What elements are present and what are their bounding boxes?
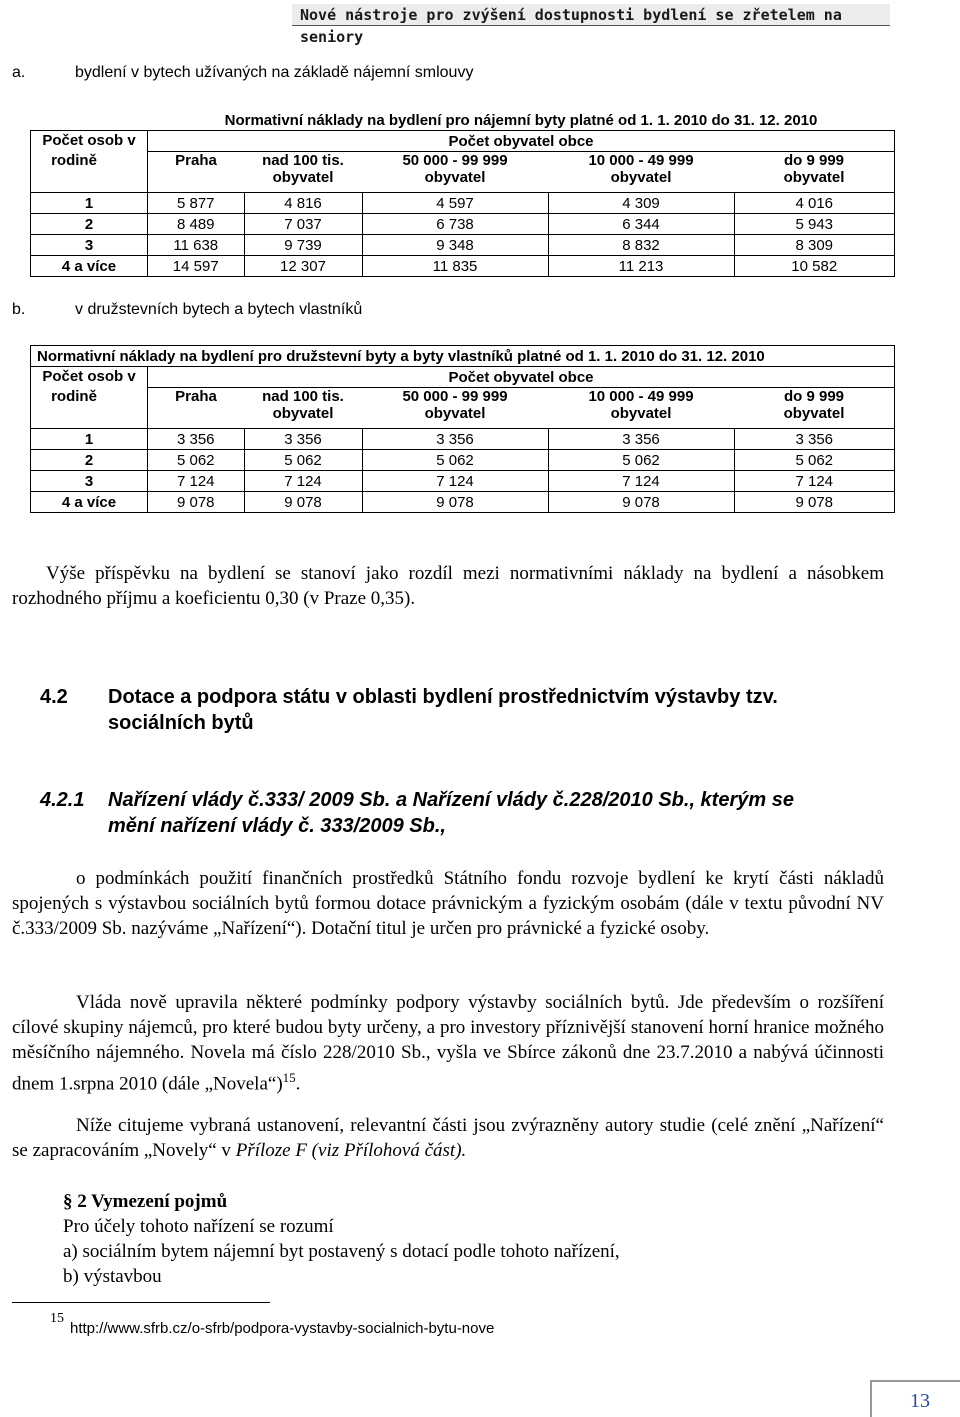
column-header: 50 000 - 99 999 obyvatel [362,388,548,429]
table-b-col0-header: Počet osob v rodině [31,367,148,429]
column-header: Praha [148,152,245,193]
table-row: 2 8 489 7 037 6 738 6 344 5 943 [31,214,895,235]
paragraph-citation: Níže citujeme vybraná ustanovení, relevantní části jsou zvýrazněny autory studie (celé znění „Nařízení“ se zapracováním „Novely“ v Příloze F (viz Přílohová část). [12,1115,884,1161]
column-header: 10 000 - 49 999 obyvatel [548,152,734,193]
section-a-marker: a. [12,64,26,81]
column-header: do 9 999 obyvatel [734,152,895,193]
page-number-box [870,1380,960,1417]
table-a-title: Normativní náklady na bydlení pro nájemní byty platné od 1. 1. 2010 do 31. 12. 2010 [148,110,895,131]
table-a [30,110,895,277]
footnote-ref: 15 [282,1070,296,1085]
table-a-column-headers [31,152,895,193]
column-header: nad 100 tis. obyvatel [244,388,362,429]
section-b-text: v družstevních bytech a bytech vlastníků [75,301,363,318]
section-a-text: bydlení v bytech užívaných na základě nájemní smlouvy [75,64,474,81]
column-header: 10 000 - 49 999 obyvatel [548,388,734,429]
section-421-number: 4.2.1 [40,789,85,811]
footnote-number: 15 [50,1311,64,1326]
definition-item-b: b) výstavbou [63,1266,162,1287]
footnote-separator [12,1302,270,1303]
table-a-col0-header: Počet osob v rodině [31,131,148,193]
table-b-title: Normativní náklady na bydlení pro družstevní byty a byty vlastníků platné od 1. 1. 2010 do 31. 12. 2010 [31,346,895,367]
definition-heading: § 2 Vymezení pojmů [63,1191,228,1212]
footnote-link[interactable]: http://www.sfrb.cz/o-sfrb/podpora-vystavby-socialnich-bytu-nove [70,1320,495,1337]
section-42-number: 4.2 [40,686,68,708]
table-row: 1 3 356 3 356 3 356 3 356 3 356 [31,429,895,450]
table-row: 2 5 062 5 062 5 062 5 062 5 062 [31,450,895,471]
table-row: 3 7 124 7 124 7 124 7 124 7 124 [31,471,895,492]
table-row: 4 a více 14 597 12 307 11 835 11 213 10 582 [31,256,895,277]
table-b-group-header: Počet obyvatel obce [148,367,895,388]
definition-item-a: a) sociálním bytem nájemní byt postavený s dotací podle tohoto nařízení, [63,1241,620,1262]
paragraph-novela: Vláda nově upravila některé podmínky podpory výstavby sociálních bytů. Jde především o rozšíření cílové skupiny nájemců, pro které budou byty určeny, a pro investory příznivější stanovení horní hranice možného měsíčního nájemného. Novela má číslo 228/2010 Sb., vyšla ve Sbírce zákonů dne 23.7.2010 a nabývá účinnosti dnem 1.srpna 2010 (dále „Novela“)$^{15}$. [12,992,884,1095]
column-header: do 9 999 obyvatel [734,388,895,429]
section-42-title: Dotace a podpora státu v oblasti bydlení prostřednictvím výstavby tzv. sociálních bytů [108,686,778,734]
section-421-title: Nařízení vlády č.333/ 2009 Sb. a Nařízení vlády č.228/2010 Sb., kterým se mění nařízení vlády č. 333/2009 Sb., [108,789,794,837]
table-a-group-header: Počet obyvatel obce [148,131,895,152]
column-header: 50 000 - 99 999 obyvatel [362,152,548,193]
page-number: 13 [910,1390,930,1412]
section-b-marker: b. [12,301,26,318]
table-row: 3 11 638 9 739 9 348 8 832 8 309 [31,235,895,256]
running-header: Nové nástroje pro zvýšení dostupnosti bydlení se zřetelem na seniory [292,4,890,26]
table-b [30,345,895,513]
table-row: 1 5 877 4 816 4 597 4 309 4 016 [31,193,895,214]
table-row: 4 a více 9 078 9 078 9 078 9 078 9 078 [31,492,895,513]
column-header: nad 100 tis. obyvatel [244,152,362,193]
column-header: Praha [148,388,245,429]
definition-intro: Pro účely tohoto nařízení se rozumí [63,1216,334,1237]
paragraph-conditions: o podmínkách použití finančních prostředků Státního fondu rozvoje bydlení ke krytí části nákladů spojených s výstavbou sociálních bytů formou dotace právnickým a fyzickým osobám (dále v textu původní NV č.333/2009 Sb. nazýváme „Nařízení“). Dotační titul je určen pro právnické a fyzické osoby. [12,868,884,939]
contribution-paragraph: Výše příspěvku na bydlení se stanoví jako rozdíl mezi normativními náklady na bydlení a násobkem rozhodného příjmu a koeficientu 0,30 (v Praze 0,35). [12,563,884,609]
table-b-column-headers [31,388,895,429]
